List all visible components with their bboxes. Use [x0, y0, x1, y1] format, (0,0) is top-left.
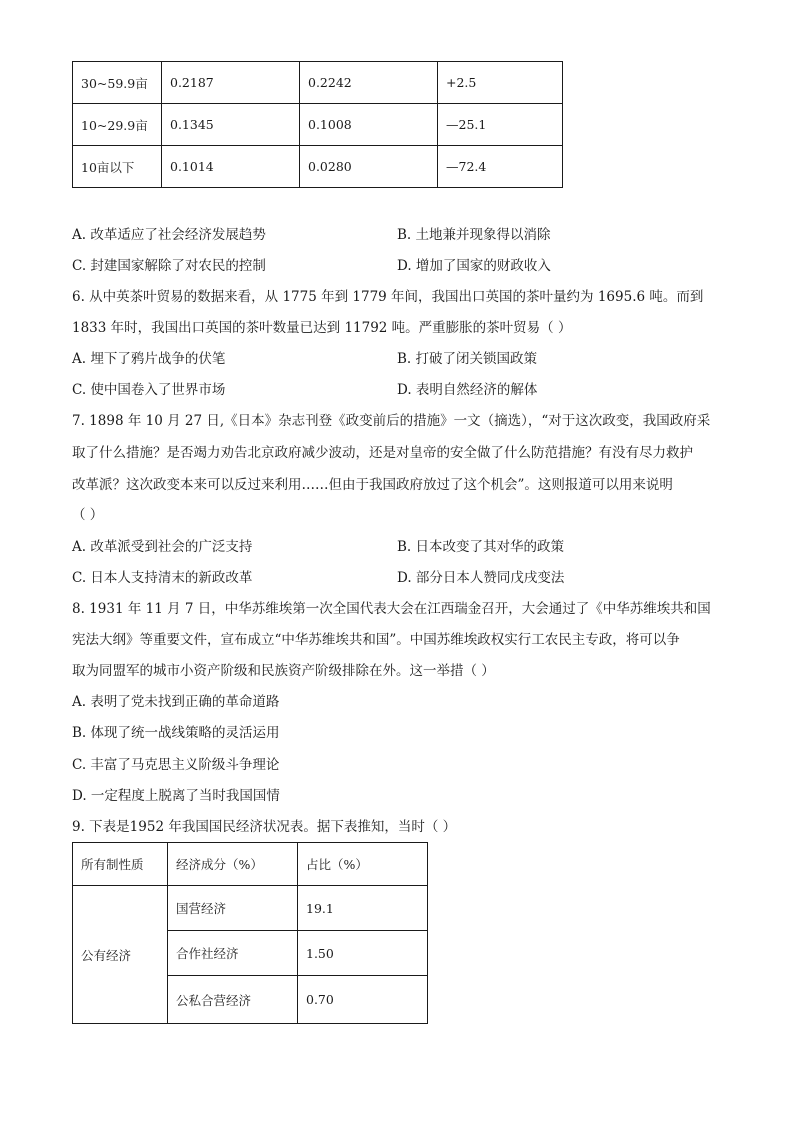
- table-cell: 合作社经济: [168, 931, 298, 976]
- q7-option-a: A. 改革派受到社会的广泛支持: [72, 539, 253, 555]
- table-cell: —72.4: [438, 146, 563, 188]
- q5-option-c: C. 封建国家解除了对农民的控制: [72, 258, 266, 274]
- q8-option-c: C. 丰富了马克思主义阶级斗争理论: [72, 757, 280, 773]
- q6-stem-line: 6. 从中英茶叶贸易的数据来看，从 1775 年到 1779 年间，我国出口英国的茶叶量约为 1695.6 吨。而到: [72, 289, 704, 305]
- table-header-cell: 所有制性质: [73, 843, 168, 886]
- table-row: [73, 62, 563, 104]
- table-cell: 0.2187: [162, 62, 300, 104]
- q7-option-b: B. 日本改变了其对华的政策: [397, 539, 565, 555]
- table-cell: 10~29.9亩: [73, 104, 162, 146]
- table-header-row: [73, 843, 428, 886]
- table-cell: +2.5: [438, 62, 563, 104]
- table-cell: 0.1008: [300, 104, 438, 146]
- table-group-cell: 公有经济: [73, 886, 168, 1024]
- q5-option-a: A. 改革适应了社会经济发展趋势: [72, 227, 266, 243]
- q5-option-d: D. 增加了国家的财政收入: [397, 258, 551, 274]
- q6-stem-line: 1833 年时，我国出口英国的茶叶数量已达到 11792 吨。严重膨胀的茶叶贸易（ ）: [72, 320, 572, 336]
- table-cell: 1.50: [298, 931, 428, 976]
- q6-option-c: C. 使中国卷入了世界市场: [72, 382, 226, 398]
- table-cell: 0.1345: [162, 104, 300, 146]
- table-row: [73, 886, 428, 931]
- table-cell: —25.1: [438, 104, 563, 146]
- q7-stem-line: （ ）: [72, 507, 104, 523]
- q8-option-b: B. 体现了统一战线策略的灵活运用: [72, 725, 280, 741]
- table-cell: 10亩以下: [73, 146, 162, 188]
- economy-1952-table: [72, 842, 428, 1024]
- q7-stem-line: 7. 1898 年 10 月 27 日,《日本》杂志刊登《政变前后的措施》一文（摘选），“对于这次政变，我国政府采: [72, 413, 711, 429]
- table-cell: 30~59.9亩: [73, 62, 162, 104]
- table-cell: 0.0280: [300, 146, 438, 188]
- q6-option-b: B. 打破了闭关锁国政策: [397, 351, 538, 367]
- table-cell: 0.70: [298, 976, 428, 1024]
- table-cell: 国营经济: [168, 886, 298, 931]
- q6-option-d: D. 表明自然经济的解体: [397, 382, 538, 398]
- q6-option-a: A. 埋下了鸦片战争的伏笔: [72, 351, 226, 367]
- q7-option-c: C. 日本人支持清末的新政改革: [72, 570, 253, 586]
- table-row: [73, 104, 563, 146]
- table-cell: 0.2242: [300, 62, 438, 104]
- q7-option-d: D. 部分日本人赞同戊戌变法: [397, 570, 565, 586]
- table-cell: 公私合营经济: [168, 976, 298, 1024]
- q5-option-b: B. 土地兼并现象得以消除: [397, 227, 551, 243]
- table-header-cell: 占比（%）: [298, 843, 428, 886]
- q7-stem-line: 取了什么措施？是否竭力劝告北京政府减少波动，还是对皇帝的安全做了什么防范措施？有没有尽力救护: [72, 445, 693, 461]
- table-header-cell: 经济成分（%）: [168, 843, 298, 886]
- q8-option-d: D. 一定程度上脱离了当时我国国情: [72, 788, 280, 804]
- q8-stem-line: 取为同盟军的城市小资产阶级和民族资产阶级排除在外。这一举措（ ）: [72, 663, 495, 679]
- q8-option-a: A. 表明了党未找到正确的革命道路: [72, 694, 280, 710]
- q8-stem-line: 8. 1931 年 11 月 7 日，中华苏维埃第一次全国代表大会在江西瑞金召开，大会通过了《中华苏维埃共和国: [72, 601, 711, 617]
- q8-stem-line: 宪法大纲》等重要文件，宣布成立“中华苏维埃共和国”。中国苏维埃政权实行工农民主专政，将可以争: [72, 632, 680, 648]
- table-cell: 0.1014: [162, 146, 300, 188]
- q7-stem-line: 改革派？这次政变本来可以反过来利用……但由于我国政府放过了这个机会”。这则报道可以用来说明: [72, 477, 673, 493]
- table-cell: 19.1: [298, 886, 428, 931]
- table-row: [73, 146, 563, 188]
- land-holding-table: [72, 61, 563, 188]
- q9-stem: 9. 下表是1952 年我国国民经济状况表。据下表推知，当时（ ）: [72, 819, 457, 835]
